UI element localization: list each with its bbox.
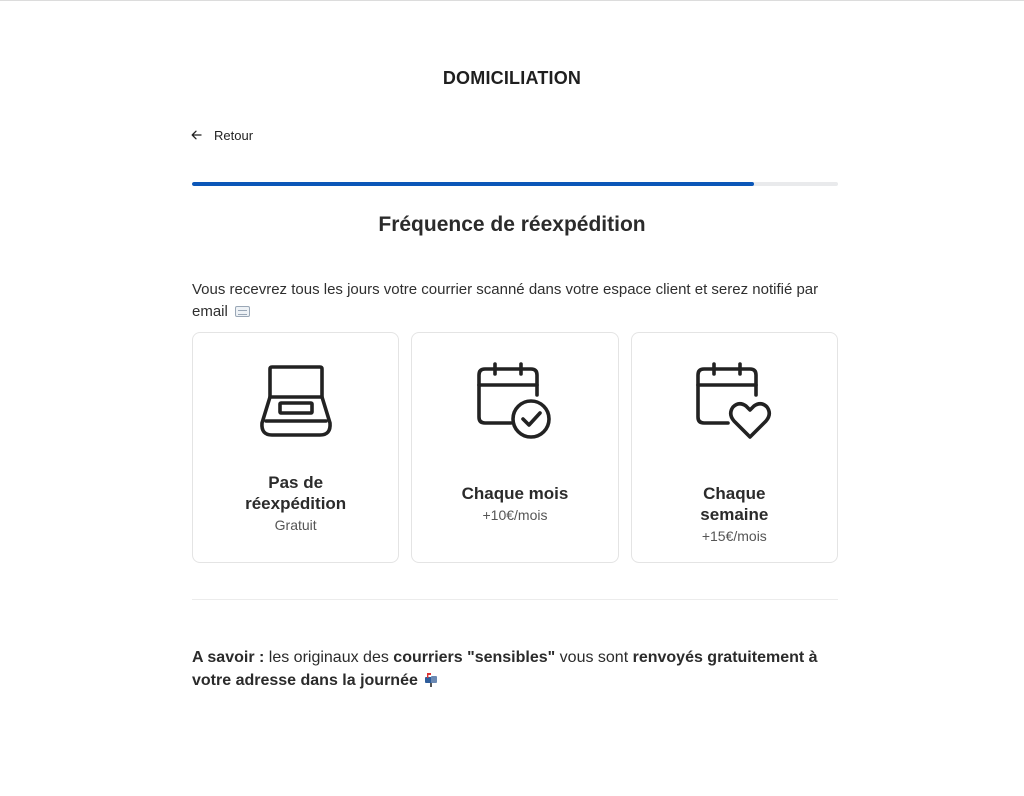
option-text (632, 483, 837, 544)
option-text (193, 472, 398, 533)
info-note (192, 646, 832, 692)
calendar-check-icon (473, 361, 557, 445)
progress-bar (192, 182, 838, 186)
option-label: Chaque semaine (700, 484, 769, 524)
option-price: +15€/mois (701, 528, 767, 544)
option-text (412, 483, 617, 523)
mailbox-icon (424, 671, 438, 685)
note-bold-text: renvoyés gratuitement à votre adresse dans la journée (192, 649, 818, 689)
option-card-monthly[interactable] (411, 332, 618, 563)
option-price: +10€/mois (482, 507, 548, 523)
scanner-icon (254, 361, 338, 445)
option-label: Chaque mois (461, 484, 569, 503)
intro-label: Vous recevrez tous les jours votre courrier scanné dans votre espace client et serez notifié par email (192, 281, 819, 320)
email-icon (235, 306, 250, 317)
brand-title: DOMICILIATION (442, 68, 582, 88)
note-text: vous sont (555, 649, 633, 666)
progress-fill (192, 182, 754, 186)
intro-text (192, 279, 852, 322)
arrow-left-icon (191, 128, 202, 143)
note-bold-label: A savoir : (192, 649, 265, 666)
calendar-heart-icon (692, 361, 776, 445)
back-label: Retour (214, 128, 254, 143)
option-card-weekly[interactable] (631, 332, 838, 563)
divider (192, 599, 838, 600)
option-card-none[interactable] (192, 332, 399, 563)
page-title: Fréquence de réexpédition (378, 213, 646, 236)
note-text: les originaux des (264, 649, 394, 666)
frequency-options (192, 332, 838, 563)
option-label: Pas de réexpédition (245, 473, 347, 513)
note-bold-text: courriers "sensibles" (393, 649, 556, 666)
back-link[interactable] (191, 128, 253, 143)
top-border (0, 0, 1024, 1)
option-price: Gratuit (274, 517, 317, 533)
